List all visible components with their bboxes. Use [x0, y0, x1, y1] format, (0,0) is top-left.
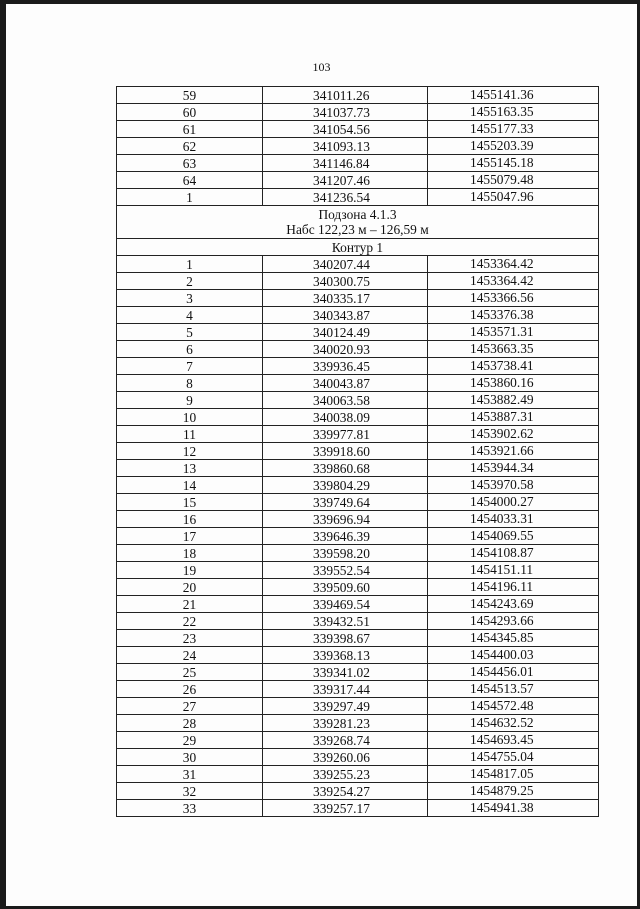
- x-coordinate-cell: 340300.75: [263, 273, 428, 290]
- y-coordinate-cell: 1454572.48: [428, 698, 599, 715]
- subzone-title: Подзона 4.1.3: [318, 207, 397, 222]
- point-number-cell: 3: [117, 290, 263, 307]
- y-coordinate-cell: 1453571.31: [428, 324, 599, 341]
- subzone-header: [117, 206, 599, 256]
- x-coordinate-cell: 339260.06: [263, 749, 428, 766]
- point-number-cell: 27: [117, 698, 263, 715]
- y-coordinate-cell: 1454069.55: [428, 528, 599, 545]
- x-coordinate-cell: 340063.58: [263, 392, 428, 409]
- x-coordinate-cell: 341236.54: [263, 189, 428, 206]
- y-coordinate-cell: 1455145.18: [428, 155, 599, 172]
- x-coordinate-cell: 339646.39: [263, 528, 428, 545]
- point-number-cell: 60: [117, 104, 263, 121]
- table-row: [117, 732, 599, 749]
- table-row: [117, 528, 599, 545]
- x-coordinate-cell: 341093.13: [263, 138, 428, 155]
- x-coordinate-cell: 339268.74: [263, 732, 428, 749]
- y-coordinate-cell: 1454456.01: [428, 664, 599, 681]
- y-coordinate-cell: 1453364.42: [428, 256, 599, 273]
- y-coordinate-cell: 1453882.49: [428, 392, 599, 409]
- table-row: [117, 256, 599, 273]
- x-coordinate-cell: 339255.23: [263, 766, 428, 783]
- y-coordinate-cell: 1454755.04: [428, 749, 599, 766]
- x-coordinate-cell: 341054.56: [263, 121, 428, 138]
- y-coordinate-cell: 1454693.45: [428, 732, 599, 749]
- point-number-cell: 33: [117, 800, 263, 817]
- table-row: [117, 613, 599, 630]
- point-number-cell: 14: [117, 477, 263, 494]
- x-coordinate-cell: 339552.54: [263, 562, 428, 579]
- table-row: [117, 121, 599, 138]
- y-coordinate-cell: 1454817.05: [428, 766, 599, 783]
- table-row: [117, 766, 599, 783]
- table-row: [117, 443, 599, 460]
- point-number-cell: 32: [117, 783, 263, 800]
- y-coordinate-cell: 1454033.31: [428, 511, 599, 528]
- table-row: [117, 375, 599, 392]
- y-coordinate-cell: 1455079.48: [428, 172, 599, 189]
- y-coordinate-cell: 1455203.39: [428, 138, 599, 155]
- point-number-cell: 7: [117, 358, 263, 375]
- y-coordinate-cell: 1453887.31: [428, 409, 599, 426]
- point-number-cell: 19: [117, 562, 263, 579]
- x-coordinate-cell: 339432.51: [263, 613, 428, 630]
- y-coordinate-cell: 1454293.66: [428, 613, 599, 630]
- y-coordinate-cell: 1455177.33: [428, 121, 599, 138]
- point-number-cell: 64: [117, 172, 263, 189]
- y-coordinate-cell: 1454879.25: [428, 783, 599, 800]
- y-coordinate-cell: 1454400.03: [428, 647, 599, 664]
- x-coordinate-cell: 339398.67: [263, 630, 428, 647]
- point-number-cell: 13: [117, 460, 263, 477]
- contour-row: [117, 239, 599, 256]
- point-number-cell: 28: [117, 715, 263, 732]
- x-coordinate-cell: 339368.13: [263, 647, 428, 664]
- point-number-cell: 25: [117, 664, 263, 681]
- table-row: [117, 562, 599, 579]
- table-row: [117, 579, 599, 596]
- x-coordinate-cell: 339297.49: [263, 698, 428, 715]
- point-number-cell: 8: [117, 375, 263, 392]
- point-number-cell: 1: [117, 256, 263, 273]
- x-coordinate-cell: 340124.49: [263, 324, 428, 341]
- table-row: [117, 630, 599, 647]
- point-number-cell: 9: [117, 392, 263, 409]
- point-number-cell: 15: [117, 494, 263, 511]
- point-number-cell: 16: [117, 511, 263, 528]
- x-coordinate-cell: 340343.87: [263, 307, 428, 324]
- y-coordinate-cell: 1453663.35: [428, 341, 599, 358]
- y-coordinate-cell: 1454513.57: [428, 681, 599, 698]
- point-number-cell: 5: [117, 324, 263, 341]
- point-number-cell: 20: [117, 579, 263, 596]
- x-coordinate-cell: 339341.02: [263, 664, 428, 681]
- point-number-cell: 17: [117, 528, 263, 545]
- y-coordinate-cell: 1454243.69: [428, 596, 599, 613]
- point-number-cell: 30: [117, 749, 263, 766]
- y-coordinate-cell: 1454108.87: [428, 545, 599, 562]
- point-number-cell: 63: [117, 155, 263, 172]
- y-coordinate-cell: 1453921.66: [428, 443, 599, 460]
- x-coordinate-cell: 339696.94: [263, 511, 428, 528]
- table-body-after: [117, 256, 599, 817]
- x-coordinate-cell: 341011.26: [263, 87, 428, 104]
- x-coordinate-cell: 339469.54: [263, 596, 428, 613]
- table-row: [117, 138, 599, 155]
- point-number-cell: 12: [117, 443, 263, 460]
- table-row: [117, 545, 599, 562]
- point-number-cell: 2: [117, 273, 263, 290]
- table-row: [117, 647, 599, 664]
- y-coordinate-cell: 1455141.36: [428, 87, 599, 104]
- x-coordinate-cell: 339918.60: [263, 443, 428, 460]
- x-coordinate-cell: 340043.87: [263, 375, 428, 392]
- point-number-cell: 29: [117, 732, 263, 749]
- point-number-cell: 10: [117, 409, 263, 426]
- y-coordinate-cell: 1453364.42: [428, 273, 599, 290]
- table-row: [117, 189, 599, 206]
- table-row: [117, 172, 599, 189]
- table-row: [117, 783, 599, 800]
- table-row: [117, 460, 599, 477]
- x-coordinate-cell: 339749.64: [263, 494, 428, 511]
- table-row: [117, 324, 599, 341]
- point-number-cell: 61: [117, 121, 263, 138]
- y-coordinate-cell: 1453738.41: [428, 358, 599, 375]
- x-coordinate-cell: 339257.17: [263, 800, 428, 817]
- y-coordinate-cell: 1454345.85: [428, 630, 599, 647]
- coordinates-table: [116, 86, 599, 817]
- table-row: [117, 341, 599, 358]
- point-number-cell: 18: [117, 545, 263, 562]
- point-number-cell: 24: [117, 647, 263, 664]
- y-coordinate-cell: 1453376.38: [428, 307, 599, 324]
- page-number: 103: [312, 60, 331, 74]
- table-row: [117, 104, 599, 121]
- table-row: [117, 307, 599, 324]
- x-coordinate-cell: 339254.27: [263, 783, 428, 800]
- table-row: [117, 715, 599, 732]
- table-row: [117, 681, 599, 698]
- x-coordinate-cell: 341146.84: [263, 155, 428, 172]
- table-row: [117, 155, 599, 172]
- x-coordinate-cell: 341037.73: [263, 104, 428, 121]
- y-coordinate-cell: 1454151.11: [428, 562, 599, 579]
- table-row: [117, 596, 599, 613]
- table-row: [117, 494, 599, 511]
- y-coordinate-cell: 1455163.35: [428, 104, 599, 121]
- x-coordinate-cell: 340335.17: [263, 290, 428, 307]
- y-coordinate-cell: 1453970.58: [428, 477, 599, 494]
- y-coordinate-cell: 1453860.16: [428, 375, 599, 392]
- point-number-cell: 21: [117, 596, 263, 613]
- table-row: [117, 87, 599, 104]
- x-coordinate-cell: 340020.93: [263, 341, 428, 358]
- x-coordinate-cell: 339509.60: [263, 579, 428, 596]
- x-coordinate-cell: 340038.09: [263, 409, 428, 426]
- table-row: [117, 426, 599, 443]
- y-coordinate-cell: 1453902.62: [428, 426, 599, 443]
- x-coordinate-cell: 339804.29: [263, 477, 428, 494]
- y-coordinate-cell: 1453366.56: [428, 290, 599, 307]
- point-number-cell: 11: [117, 426, 263, 443]
- point-number-cell: 1: [117, 189, 263, 206]
- subzone-cell: [117, 206, 599, 239]
- y-coordinate-cell: 1454941.38: [428, 800, 599, 817]
- x-coordinate-cell: 339317.44: [263, 681, 428, 698]
- table-body-before: [117, 87, 599, 206]
- point-number-cell: 4: [117, 307, 263, 324]
- table-row: [117, 477, 599, 494]
- subzone-height-range: Набс 122,23 м – 126,59 м: [286, 222, 429, 237]
- table-row: [117, 409, 599, 426]
- x-coordinate-cell: 339598.20: [263, 545, 428, 562]
- table-row: [117, 749, 599, 766]
- y-coordinate-cell: 1454196.11: [428, 579, 599, 596]
- table-row: [117, 358, 599, 375]
- point-number-cell: 26: [117, 681, 263, 698]
- point-number-cell: 31: [117, 766, 263, 783]
- table-row: [117, 800, 599, 817]
- x-coordinate-cell: 339977.81: [263, 426, 428, 443]
- point-number-cell: 22: [117, 613, 263, 630]
- x-coordinate-cell: 340207.44: [263, 256, 428, 273]
- x-coordinate-cell: 339936.45: [263, 358, 428, 375]
- y-coordinate-cell: 1454000.27: [428, 494, 599, 511]
- y-coordinate-cell: 1455047.96: [428, 189, 599, 206]
- point-number-cell: 6: [117, 341, 263, 358]
- table-row: [117, 664, 599, 681]
- table-row: [117, 511, 599, 528]
- x-coordinate-cell: 339281.23: [263, 715, 428, 732]
- y-coordinate-cell: 1453944.34: [428, 460, 599, 477]
- table-row: [117, 273, 599, 290]
- y-coordinate-cell: 1454632.52: [428, 715, 599, 732]
- table-row: [117, 392, 599, 409]
- contour-title: Контур 1: [117, 239, 599, 256]
- table-row: [117, 290, 599, 307]
- subzone-row: [117, 206, 599, 239]
- x-coordinate-cell: 339860.68: [263, 460, 428, 477]
- x-coordinate-cell: 341207.46: [263, 172, 428, 189]
- point-number-cell: 59: [117, 87, 263, 104]
- table-row: [117, 698, 599, 715]
- point-number-cell: 62: [117, 138, 263, 155]
- point-number-cell: 23: [117, 630, 263, 647]
